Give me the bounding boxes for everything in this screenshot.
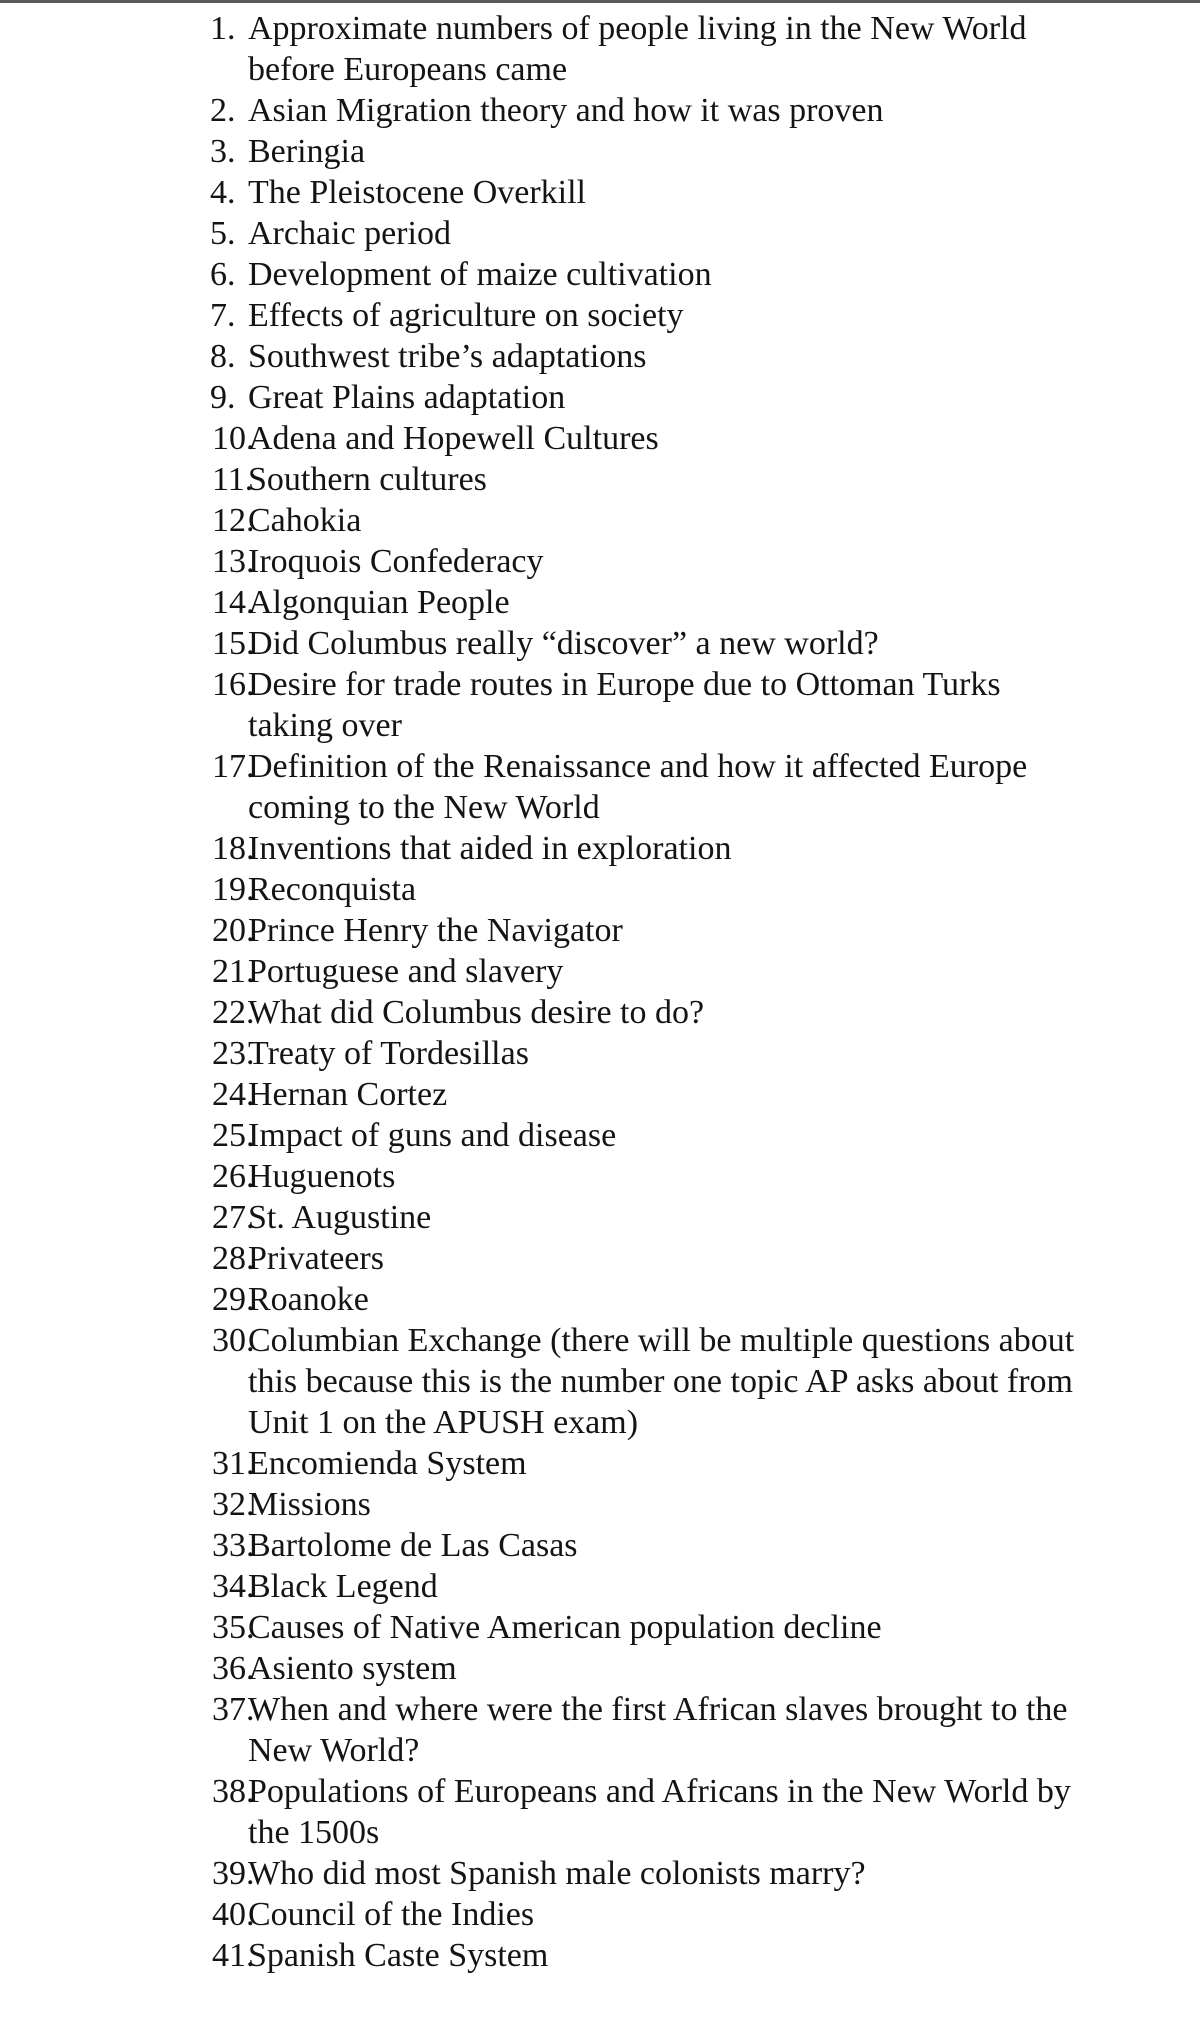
item-text: Iroquois Confederacy bbox=[248, 543, 544, 580]
item-text: Cahokia bbox=[248, 502, 362, 539]
item-text: Inventions that aided in exploration bbox=[248, 830, 732, 867]
list-item bbox=[0, 828, 1078, 869]
item-number: 1. bbox=[210, 10, 236, 47]
item-text: Effects of agriculture on society bbox=[248, 297, 684, 334]
list-item bbox=[0, 1607, 1078, 1648]
list-item bbox=[0, 213, 1078, 254]
item-number: 27. bbox=[212, 1199, 255, 1236]
item-text: Portuguese and slavery bbox=[248, 953, 564, 990]
item-text: Southwest tribe’s adaptations bbox=[248, 338, 647, 375]
item-text: St. Augustine bbox=[248, 1199, 432, 1236]
item-number: 18. bbox=[212, 830, 255, 867]
item-text: Hernan Cortez bbox=[248, 1076, 448, 1113]
item-number: 28. bbox=[212, 1240, 255, 1277]
item-number: 35. bbox=[212, 1609, 255, 1646]
item-text: Asiento system bbox=[248, 1650, 457, 1687]
item-text: Asian Migration theory and how it was proven bbox=[248, 92, 884, 129]
list-item bbox=[0, 1525, 1078, 1566]
item-number: 26. bbox=[212, 1158, 255, 1195]
list-item bbox=[0, 1894, 1078, 1935]
item-text: Approximate numbers of people living in the New World before Europeans came bbox=[248, 10, 1027, 88]
item-text: The Pleistocene Overkill bbox=[248, 174, 587, 211]
list-item bbox=[0, 1935, 1078, 1976]
item-number: 9. bbox=[210, 379, 236, 416]
list-item bbox=[0, 254, 1078, 295]
item-text: Black Legend bbox=[248, 1568, 438, 1605]
list-item bbox=[0, 1279, 1078, 1320]
item-text: Great Plains adaptation bbox=[248, 379, 566, 416]
item-number: 12. bbox=[212, 502, 255, 539]
list-item bbox=[0, 1648, 1078, 1689]
item-text: Privateers bbox=[248, 1240, 384, 1277]
item-number: 40. bbox=[212, 1896, 255, 1933]
list-item bbox=[0, 1443, 1078, 1484]
item-number: 24. bbox=[212, 1076, 255, 1113]
list-item bbox=[0, 1771, 1078, 1853]
item-text: Treaty of Tordesillas bbox=[248, 1035, 529, 1072]
list-item bbox=[0, 90, 1078, 131]
item-text: What did Columbus desire to do? bbox=[248, 994, 705, 1031]
list-item bbox=[0, 582, 1078, 623]
item-number: 15. bbox=[212, 625, 255, 662]
list-item bbox=[0, 1853, 1078, 1894]
item-number: 34. bbox=[212, 1568, 255, 1605]
item-text: Spanish Caste System bbox=[248, 1937, 549, 1974]
list-item bbox=[0, 336, 1078, 377]
list-item bbox=[0, 500, 1078, 541]
list-item bbox=[0, 541, 1078, 582]
item-text: Bartolome de Las Casas bbox=[248, 1527, 578, 1564]
item-text: Beringia bbox=[248, 133, 366, 170]
item-text: Prince Henry the Navigator bbox=[248, 912, 623, 949]
item-text: Did Columbus really “discover” a new world? bbox=[248, 625, 879, 662]
list-item bbox=[0, 172, 1078, 213]
item-number: 25. bbox=[212, 1117, 255, 1154]
item-text: Algonquian People bbox=[248, 584, 510, 621]
item-text: Impact of guns and disease bbox=[248, 1117, 617, 1154]
item-number: 33. bbox=[212, 1527, 255, 1564]
item-text: Populations of Europeans and Africans in the New World by the 1500s bbox=[248, 1773, 1071, 1851]
item-number: 3. bbox=[210, 133, 236, 170]
item-number: 41. bbox=[212, 1937, 255, 1974]
item-number: 16. bbox=[212, 666, 255, 703]
list-item bbox=[0, 746, 1078, 828]
topic-list bbox=[0, 8, 1200, 1976]
item-text: Development of maize cultivation bbox=[248, 256, 712, 293]
item-number: 31. bbox=[212, 1445, 255, 1482]
item-text: Adena and Hopewell Cultures bbox=[248, 420, 659, 457]
item-text: Definition of the Renaissance and how it affected Europe coming to the New World bbox=[248, 748, 1028, 826]
list-item bbox=[0, 1033, 1078, 1074]
list-item bbox=[0, 664, 1078, 746]
item-text: When and where were the first African slaves brought to the New World? bbox=[248, 1691, 1068, 1769]
item-text: Southern cultures bbox=[248, 461, 487, 498]
item-text: Causes of Native American population decline bbox=[248, 1609, 882, 1646]
list-item bbox=[0, 623, 1078, 664]
list-item bbox=[0, 1197, 1078, 1238]
item-number: 6. bbox=[210, 256, 236, 293]
item-number: 2. bbox=[210, 92, 236, 129]
item-number: 5. bbox=[210, 215, 236, 252]
item-number: 23. bbox=[212, 1035, 255, 1072]
item-text: Archaic period bbox=[248, 215, 451, 252]
item-number: 37. bbox=[212, 1691, 255, 1728]
item-number: 30. bbox=[212, 1322, 255, 1359]
item-number: 21. bbox=[212, 953, 255, 990]
item-number: 17. bbox=[212, 748, 255, 785]
item-number: 14. bbox=[212, 584, 255, 621]
item-number: 19. bbox=[212, 871, 255, 908]
item-text: Desire for trade routes in Europe due to Ottoman Turks taking over bbox=[248, 666, 1001, 744]
item-text: Who did most Spanish male colonists marry? bbox=[248, 1855, 866, 1892]
list-item bbox=[0, 1689, 1078, 1771]
item-number: 13. bbox=[212, 543, 255, 580]
item-number: 7. bbox=[210, 297, 236, 334]
item-number: 10. bbox=[212, 420, 255, 457]
item-number: 29. bbox=[212, 1281, 255, 1318]
list-item bbox=[0, 1484, 1078, 1525]
item-number: 36. bbox=[212, 1650, 255, 1687]
item-number: 22. bbox=[212, 994, 255, 1031]
item-number: 4. bbox=[210, 174, 236, 211]
list-item bbox=[0, 1115, 1078, 1156]
item-text: Council of the Indies bbox=[248, 1896, 535, 1933]
list-item bbox=[0, 951, 1078, 992]
list-item bbox=[0, 1156, 1078, 1197]
list-item bbox=[0, 910, 1078, 951]
list-item bbox=[0, 459, 1078, 500]
item-number: 38. bbox=[212, 1773, 255, 1810]
list-item bbox=[0, 377, 1078, 418]
list-item bbox=[0, 992, 1078, 1033]
item-text: Reconquista bbox=[248, 871, 417, 908]
item-text: Huguenots bbox=[248, 1158, 396, 1195]
list-item bbox=[0, 1320, 1078, 1443]
list-item bbox=[0, 869, 1078, 910]
list-item bbox=[0, 1566, 1078, 1607]
item-number: 32. bbox=[212, 1486, 255, 1523]
item-number: 8. bbox=[210, 338, 236, 375]
item-number: 20. bbox=[212, 912, 255, 949]
item-text: Missions bbox=[248, 1486, 371, 1523]
list-item bbox=[0, 131, 1078, 172]
item-number: 39. bbox=[212, 1855, 255, 1892]
item-text: Encomienda System bbox=[248, 1445, 527, 1482]
item-text: Roanoke bbox=[248, 1281, 369, 1318]
list-item bbox=[0, 8, 1078, 90]
list-item bbox=[0, 1074, 1078, 1115]
list-item bbox=[0, 1238, 1078, 1279]
list-item bbox=[0, 418, 1078, 459]
item-text: Columbian Exchange (there will be multiple questions about this because this is the number one topic AP asks about from Unit 1 on the APUSH exam) bbox=[248, 1322, 1075, 1441]
list-item bbox=[0, 295, 1078, 336]
item-number: 11. bbox=[212, 461, 254, 498]
